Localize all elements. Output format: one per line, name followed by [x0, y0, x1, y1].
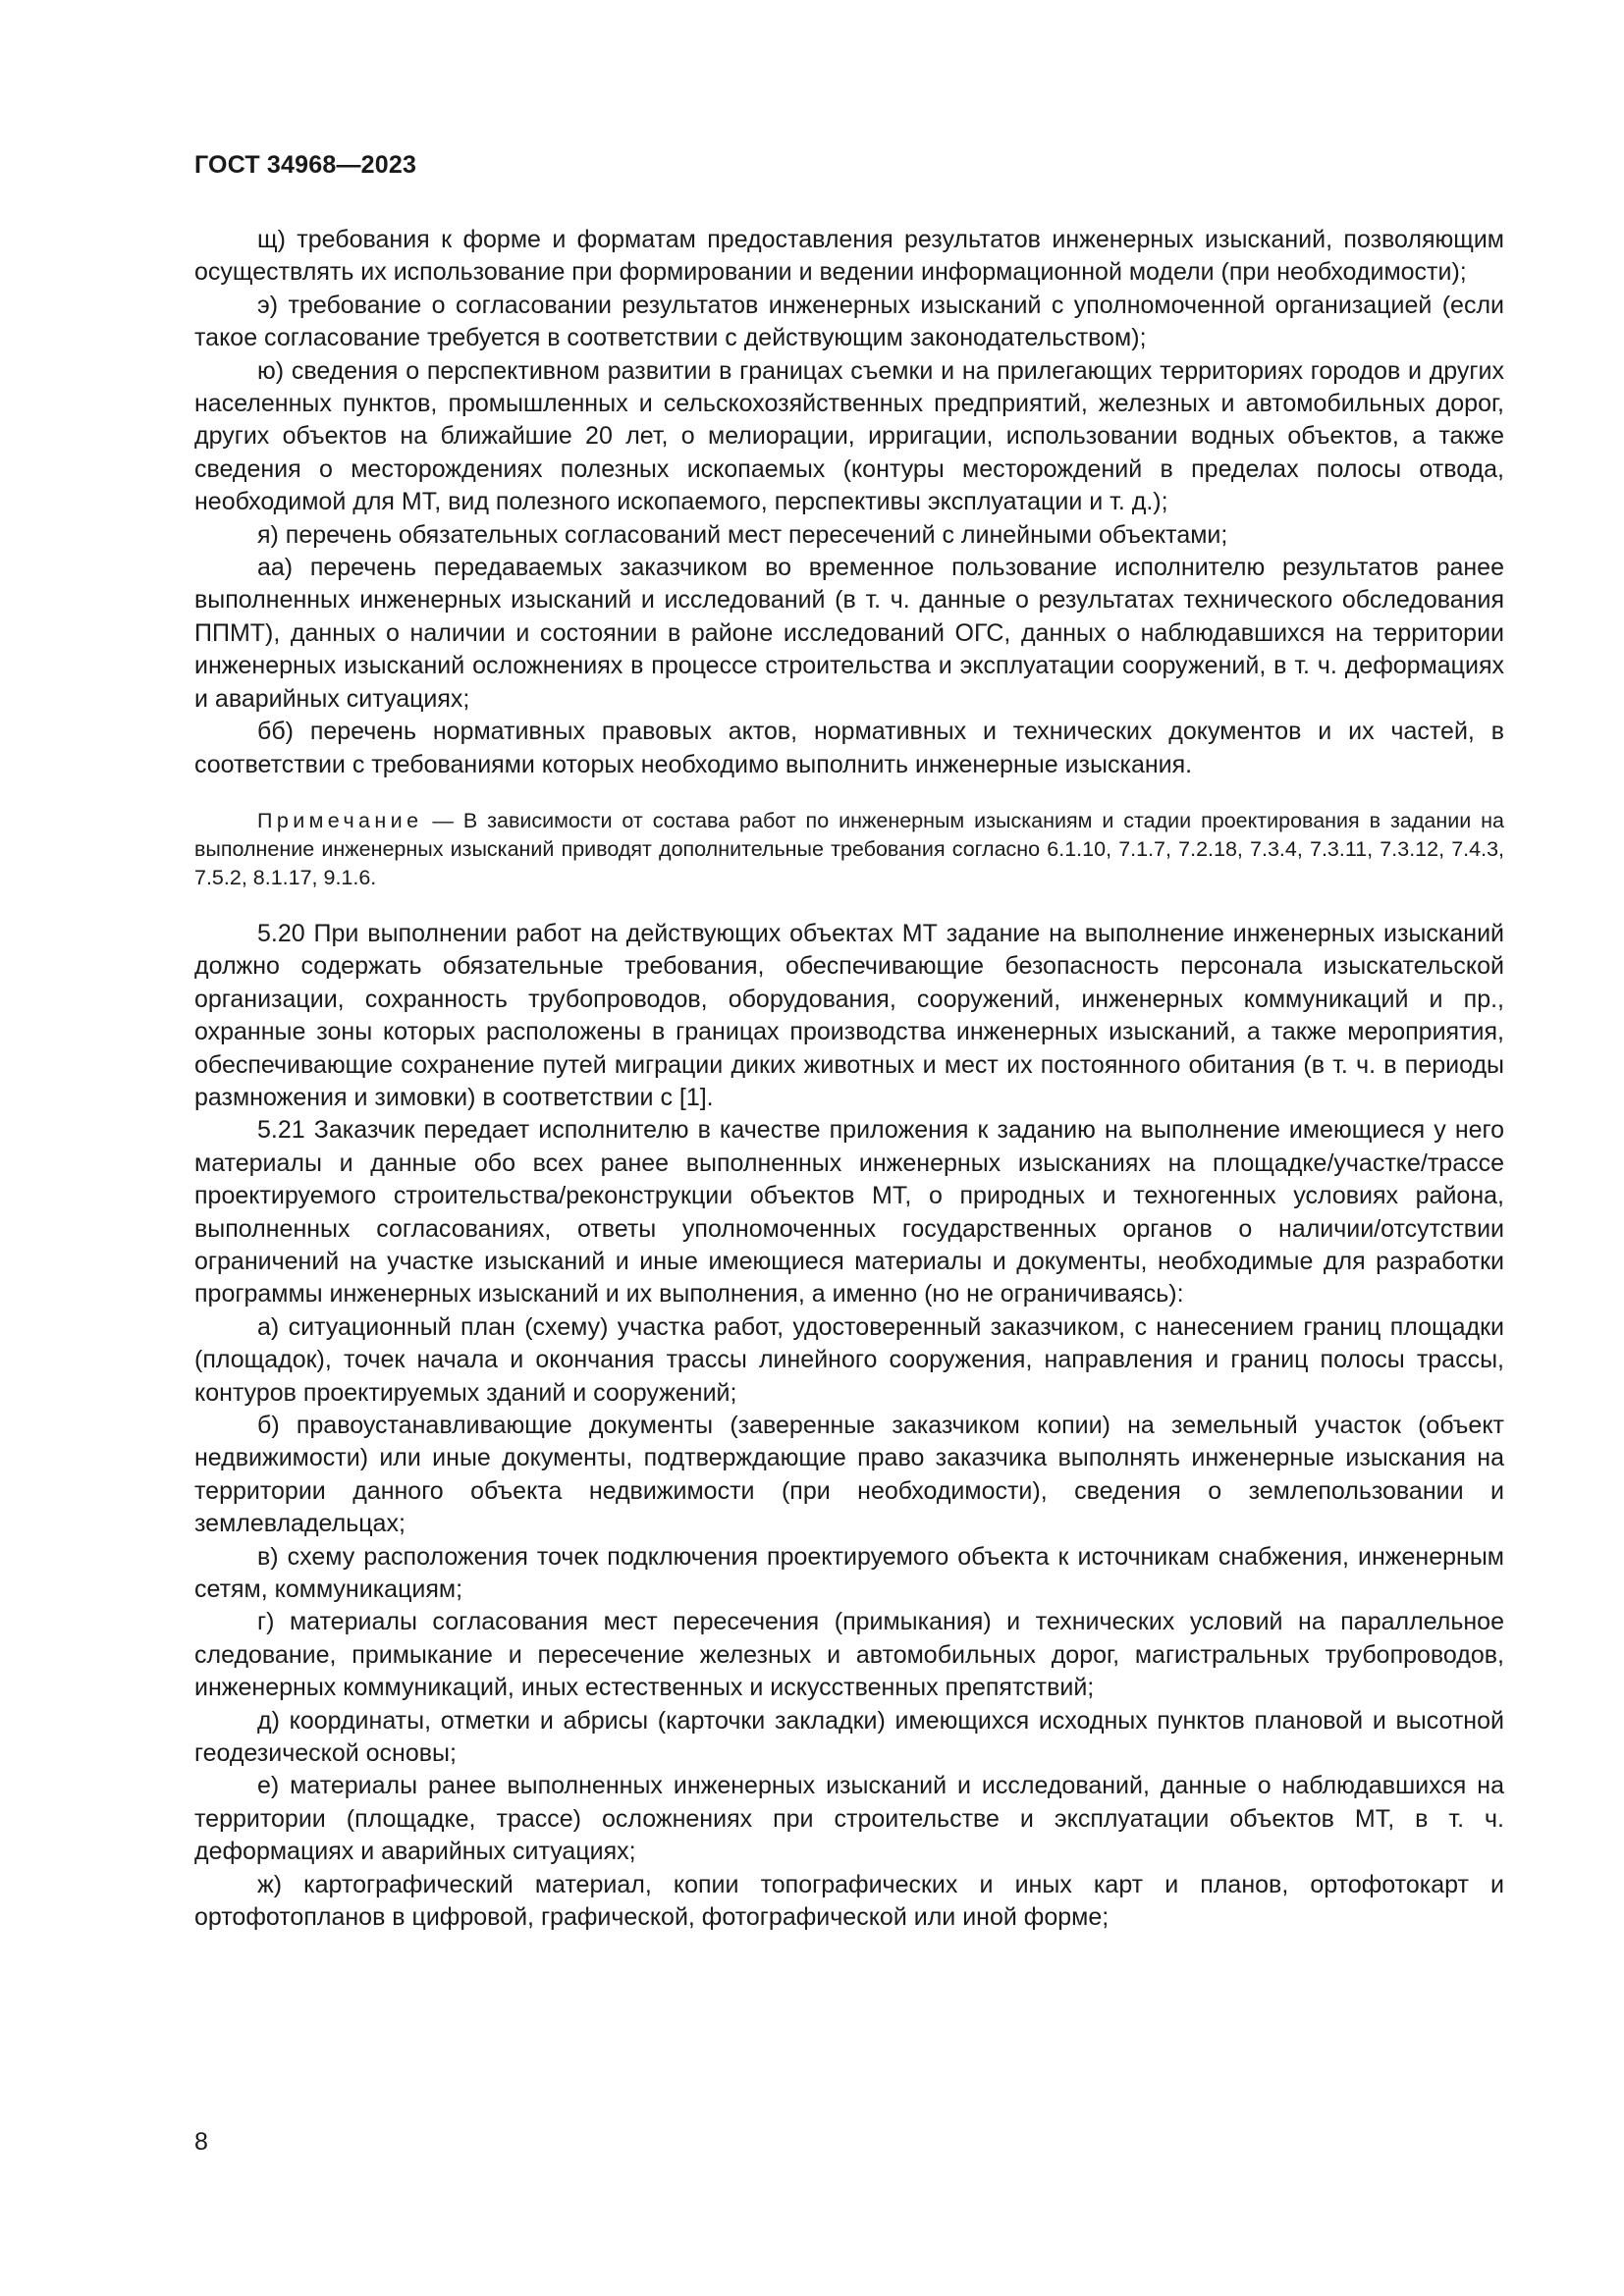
- list-item-shch: щ) требования к форме и форматам предоставления результатов инженерных изысканий, позволяющим осуществлять их использование при формировании и ведении информационной модели (при необходимости);: [194, 226, 1504, 287]
- list-item-ye: е) материалы ранее выполненных инженерных изысканий и исследований, данные о наблюдавшихся на территории (площадке, трассе) осложнениях при строительстве и эксплуатации объектов МТ, в т. ч. деформациях и аварийных ситуациях;: [194, 1772, 1504, 1866]
- list-item-ya: я) перечень обязательных согласований мест пересечений с линейными объектами;: [257, 520, 1228, 549]
- list-item-bb: бб) перечень нормативных правовых актов, нормативных и технических документов и их частей, в соответствии с требованиями которых необходимо выполнить инженерные изыскания.: [194, 718, 1504, 778]
- list-item-b: б) правоустанавливающие документы (заверенные заказчиком копии) на земельный участок (объект недвижимости) или иные документы, подтверждающие право заказчика выполнять инженерные изыскания на территории данного объекта недвижимости (при необходимости), сведения о землепользовании и землевладельцах;: [194, 1412, 1504, 1538]
- section-5-20: 5.20 При выполнении работ на действующих объектах МТ задание на выполнение инженерных изысканий должно содержать обязательные требования, обеспечивающие безопасность персонала изыскательской организации, сохранность трубопроводов, оборудования, сооружений, инженерных коммуникаций и пр., охранные зоны которых расположены в границах производства инженерных изысканий, а также мероприятия, обеспечивающие сохранение путей миграции диких животных и мест их постоянного обитания (в т. ч. в периоды размножения и зимовки) в соответствии с [1].: [194, 919, 1504, 1111]
- section-5-21: 5.21 Заказчик передает исполнителю в качестве приложения к заданию на выполнение имеющиеся у него материалы и данные обо всех ранее выполненных инженерных изысканиях на площадке/участке/трассе проектируемого строительства/реконструкции объектов МТ, о природных и техногенных условиях района, выполненных согласованиях, ответы уполномоченных государственных органов о наличии/отсутствии ограничений на участке изысканий и иные имеющиеся материалы и документы, необходимые для разработки программы инженерных изысканий и их выполнения, а именно (но не ограничиваясь):: [194, 1116, 1504, 1308]
- list-item-a: а) ситуационный план (схему) участка работ, удостоверенный заказчиком, с нанесением границ площадки (площадок), точек начала и окончания трассы линейного сооружения, направления и границ полосы трассы, контуров проектируемых зданий и сооружений;: [194, 1312, 1504, 1407]
- list-item-yu: ю) сведения о перспективном развитии в границах съемки и на прилегающих территориях городов и других населенных пунктов, промышленных и сельскохозяйственных предприятий, железных и автомобильных дорог, других объектов на ближайшие 20 лет, о мелиорации, ирригации, использовании водных объектов, а также сведения о месторождениях полезных ископаемых (контуры месторождений в пределах полосы отвода, необходимой для МТ, вид полезного ископаемого, перспективы эксплуатации и т. д.);: [194, 356, 1504, 516]
- list-item-g: г) материалы согласования мест пересечения (примыкания) и технических условий на параллельное следование, примыкание и пересечение железных и автомобильных дорог, магистральных трубопроводов, инженерных коммуникаций, иных естественных и искусственных препятствий;: [194, 1608, 1504, 1702]
- note: [194, 807, 1504, 892]
- list-item-zh: ж) картографический материал, копии топографических и иных карт и планов, ортофотокарт и ортофотопланов в цифровой, графической, фотографической или иной форме;: [194, 1870, 1504, 1932]
- document-header: ГОСТ 34968—2023: [194, 151, 417, 179]
- note-label: Примечание: [257, 808, 423, 832]
- list-item-d: д) координаты, отметки и абрисы (карточки закладки) имеющихся исходных пунктов плановой и высотной геодезической основы;: [194, 1706, 1504, 1768]
- list-item-aa: аа) перечень передаваемых заказчиком во временное пользование исполнителю результатов ранее выполненных инженерных изысканий и исследований (в т. ч. данные о результатах технического обследования ППМТ), данных о наличии и состоянии в районе исследований ОГС, данных о наблюдавшихся на территории инженерных изысканий осложнениях в процессе строительства и эксплуатации сооружений, в т. ч. деформациях и аварийных ситуациях;: [194, 554, 1504, 713]
- note-text: — В зависимости от состава работ по инженерным изысканиям и стадии проектирования в задании на выполнение инженерных изысканий приводят дополнительные требования согласно 6.1.10, 7.1.7, 7.2.18, 7.3.4, 7.3.11, 7.3.12, 7.4.3, 7.5.2, 8.1.17, 9.1.6.: [194, 808, 1504, 889]
- document-body: [194, 224, 1504, 1935]
- list-item-e: э) требование о согласовании результатов инженерных изысканий с уполномоченной организацией (если такое согласование требуется в соответствии с действующим законодательством);: [194, 291, 1504, 352]
- page-number: 8: [194, 2128, 208, 2156]
- list-item-v: в) схему расположения точек подключения проектируемого объекта к источникам снабжения, инженерным сетям, коммуникациям;: [194, 1542, 1504, 1604]
